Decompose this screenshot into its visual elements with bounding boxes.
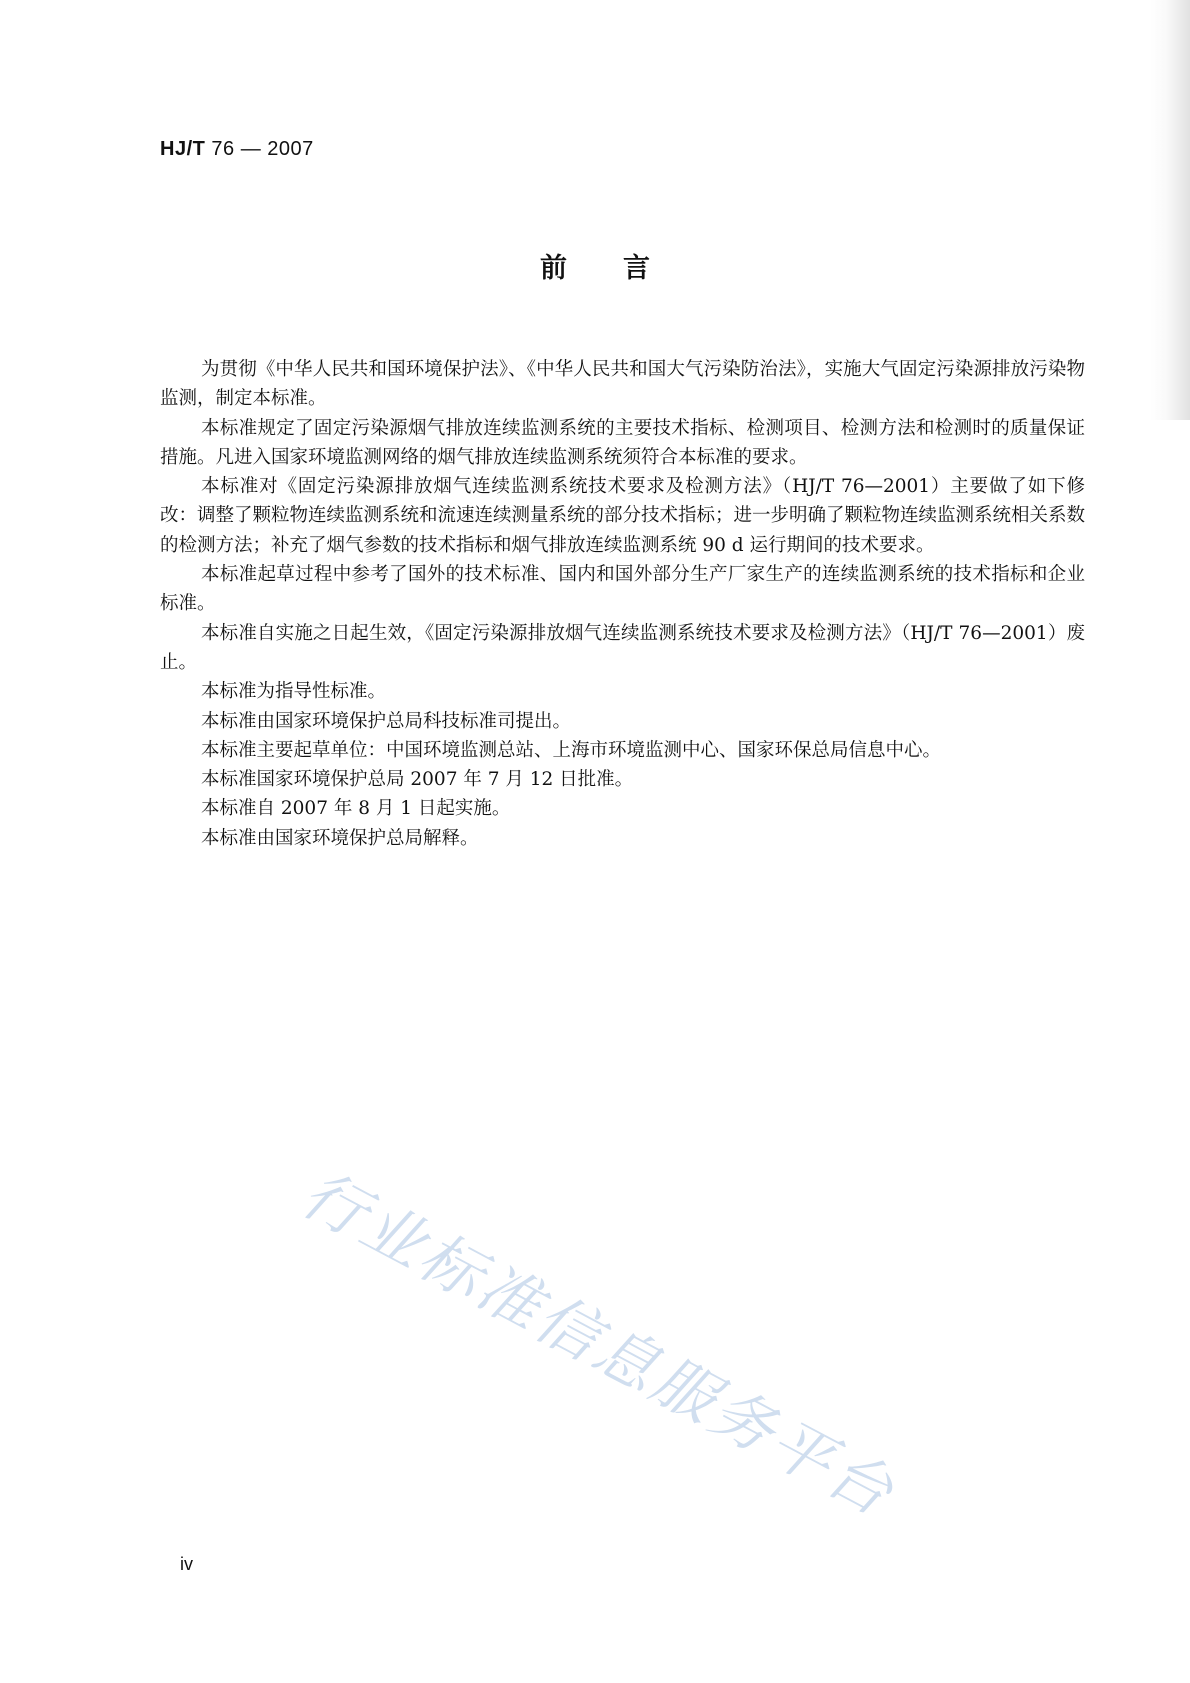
paragraph: 本标准起草过程中参考了国外的技术标准、国内和国外部分生产厂家生产的连续监测系统的技术指标和企业标准。 — [160, 564, 1085, 615]
page-number: iv — [180, 1554, 193, 1574]
paragraph: 本标准自实施之日起生效，《固定污染源排放烟气连续监测系统技术要求及检测方法》（HJ/T 76—2001）废止。 — [160, 622, 1085, 673]
standard-code-number: 76 — 2007 — [211, 138, 314, 160]
watermark: 行业标准信息服务平台 — [290, 1156, 908, 1532]
paragraph: 为贯彻《中华人民共和国环境保护法》、《中华人民共和国大气污染防治法》，实施大气固定污染源排放污染物监测，制定本标准。 — [160, 359, 1085, 410]
paragraph: 本标准规定了固定污染源烟气排放连续监测系统的主要技术指标、检测项目、检测方法和检测时的质量保证措施。凡进入国家环境监测网络的烟气排放连续监测系统须符合本标准的要求。 — [160, 417, 1085, 468]
paragraph: 本标准由国家环境保护总局解释。 — [201, 827, 479, 849]
paragraph: 本标准对《固定污染源排放烟气连续监测系统技术要求及检测方法》（HJ/T 76—2001）主要做了如下修改：调整了颗粒物连续监测系统和流速连续测量系统的部分技术指标；进一步明确了颗粒物连续监测系统相关系数的检测方法；补充了烟气参数的技术指标和烟气排放连续监测系统 90 d 运行期间的技术要求。 — [160, 476, 1086, 556]
scan-shadow-edge — [1150, 0, 1190, 420]
paragraph: 本标准国家环境保护总局 2007 年 7 月 12 日批准。 — [201, 769, 634, 791]
paragraph: 本标准由国家环境保护总局科技标准司提出。 — [201, 710, 572, 732]
paragraph: 本标准为指导性标准。 — [201, 681, 387, 703]
paragraph: 本标准自 2007 年 8 月 1 日起实施。 — [201, 798, 511, 820]
standard-code — [160, 138, 314, 161]
page-title: 前言 — [540, 253, 706, 284]
paragraph: 本标准主要起草单位：中国环境监测总站、上海市环境监测中心、国家环保总局信息中心。 — [201, 739, 942, 761]
preface-body — [160, 355, 1085, 853]
standard-code-prefix: HJ/T — [160, 138, 206, 160]
